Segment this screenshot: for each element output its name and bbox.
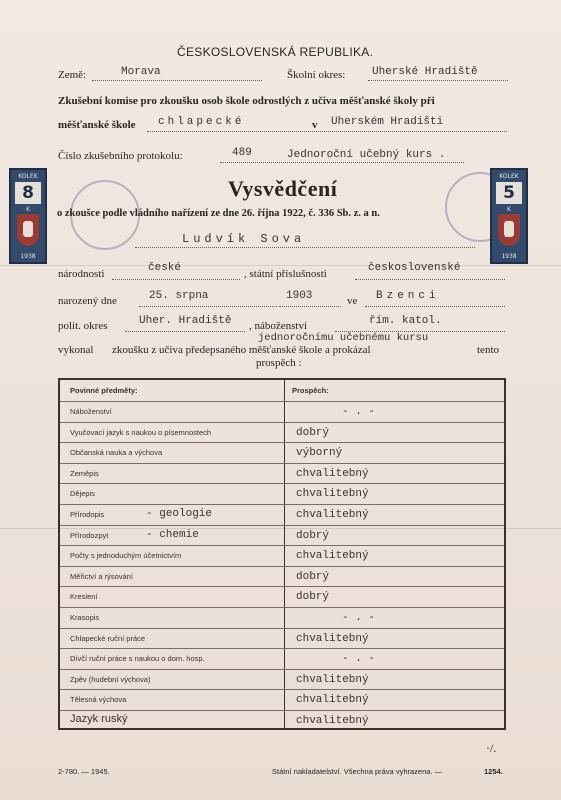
grade-value: výborný bbox=[296, 447, 343, 460]
table-row bbox=[60, 710, 504, 731]
page-mark: ·/. bbox=[486, 741, 497, 755]
subject-name: Tělesná výchova bbox=[70, 695, 127, 705]
subject-specialization: - chemie bbox=[146, 528, 199, 541]
table-row bbox=[60, 607, 504, 629]
table-row bbox=[60, 545, 504, 567]
nabozenstvi-value: řím. katol. bbox=[369, 315, 442, 327]
subject-column-header: Povinné předměty: bbox=[70, 386, 138, 395]
nabozenstvi-label: , náboženství bbox=[249, 320, 308, 332]
dotted-line bbox=[112, 279, 240, 280]
school-value: chlapecké bbox=[158, 116, 245, 128]
table-row bbox=[60, 504, 504, 526]
course-note: jednoročnímu učebnému kursu bbox=[258, 332, 429, 344]
okres-label: Školní okres: bbox=[287, 69, 346, 81]
prospech-word: prospěch : bbox=[256, 357, 302, 369]
table-header-row bbox=[60, 380, 504, 402]
protocol-label: Číslo zkušebního protokolu: bbox=[58, 150, 183, 162]
okres-value: Uherské Hradiště bbox=[372, 66, 478, 78]
grade-value: chvalitebný bbox=[296, 467, 369, 480]
dotted-line bbox=[125, 331, 245, 332]
subject-name: Zeměpis bbox=[70, 468, 99, 478]
grade-value: chvalitebný bbox=[296, 488, 369, 501]
footer-number: 1254. bbox=[484, 767, 503, 776]
subject-name: Krasopis bbox=[70, 613, 100, 622]
table-row bbox=[60, 525, 504, 547]
course-value: Jednoroční učebný kurs . bbox=[287, 149, 446, 161]
subject-name: Vyučovací jazyk s naukou o písemnostech bbox=[70, 427, 212, 437]
zeme-label: Země: bbox=[58, 69, 87, 81]
stamp-currency: K bbox=[507, 206, 511, 213]
commission-line: Zkušební komise pro zkoušku osob škole odrostlých z učiva měšťanské školy při bbox=[58, 95, 435, 107]
subject-name: Měřictví a rýsování bbox=[70, 571, 133, 581]
grade-value: - . - bbox=[342, 406, 376, 418]
coat-of-arms-icon bbox=[498, 214, 520, 246]
table-row bbox=[60, 463, 504, 485]
subject-name: Chlapecké ruční práce bbox=[70, 633, 146, 643]
narozeny-date: 25. srpna bbox=[149, 290, 209, 302]
statni-value: československé bbox=[368, 262, 461, 274]
vykonal-label: vykonal bbox=[58, 344, 94, 356]
stamp-currency: K bbox=[26, 206, 30, 213]
stamp-caption: KOLEK bbox=[499, 173, 519, 180]
dotted-line bbox=[135, 247, 475, 248]
zeme-value: Morava bbox=[121, 66, 161, 78]
narodnosti-label: národnosti bbox=[58, 268, 105, 280]
subject-specialization: - geologie bbox=[146, 508, 213, 520]
fold-line bbox=[0, 265, 561, 266]
table-row bbox=[60, 648, 504, 670]
dotted-line bbox=[147, 131, 507, 132]
grade-value: dobrý bbox=[296, 591, 330, 604]
stamp-year: 1938 bbox=[20, 253, 36, 260]
table-row bbox=[60, 483, 504, 505]
protocol-value: 489 bbox=[232, 147, 252, 159]
narozeny-year: 1903 bbox=[286, 290, 313, 302]
grade-value: dobrý bbox=[296, 570, 330, 583]
school-label: měšťanské škole bbox=[58, 119, 136, 131]
table-row bbox=[60, 586, 504, 608]
table-row bbox=[60, 422, 504, 444]
dotted-line bbox=[365, 306, 505, 307]
subject-name: Náboženství bbox=[70, 407, 112, 416]
stamp-caption: KOLEK bbox=[18, 173, 38, 180]
table-row bbox=[60, 628, 504, 650]
school-place: Uherském Hradišti bbox=[331, 116, 444, 128]
document-title: Vysvědčení bbox=[228, 176, 338, 201]
grade-value: chvalitebný bbox=[296, 509, 369, 521]
stamp-value: 8 bbox=[15, 182, 41, 204]
dotted-line bbox=[368, 80, 508, 81]
vykonal-text: zkoušku z učiva předepsaného měšťanské škole a prokázal bbox=[112, 344, 371, 356]
table-row bbox=[60, 442, 504, 464]
footer-print-code: 2-780. — 1945. bbox=[58, 767, 110, 776]
subject-name: Zpěv (hudební výchova) bbox=[70, 674, 151, 684]
coat-of-arms-icon bbox=[17, 214, 39, 246]
person-name: Ludvík Sova bbox=[182, 232, 306, 246]
narozeny-place: Bzenci bbox=[376, 290, 440, 302]
decree-line: o zkoušce podle vládního nařízení ze dne 26. října 1922, č. 336 Sb. z. a n. bbox=[57, 208, 380, 219]
narozeny-ve: ve bbox=[347, 295, 358, 307]
subject-name: Přírodozpyt bbox=[70, 530, 109, 540]
narozeny-label: narozený dne bbox=[58, 295, 117, 307]
subject-name: Kreslení bbox=[70, 592, 98, 602]
grade-value: - . - bbox=[342, 612, 376, 624]
table-row bbox=[60, 401, 504, 423]
dotted-line bbox=[92, 80, 262, 81]
tento-word: tento bbox=[477, 344, 499, 356]
grade-value: chvalitebný bbox=[296, 550, 369, 563]
grade-value: chvalitebný bbox=[296, 694, 369, 707]
dotted-line bbox=[220, 162, 464, 163]
revenue-stamp bbox=[490, 168, 528, 264]
table-row bbox=[60, 566, 504, 588]
footer-publisher: Státní nakladatelství. Všechna práva vyhrazena. — bbox=[272, 767, 443, 776]
grade-value: chvalitebný bbox=[296, 715, 369, 727]
subject-name: Jazyk ruský bbox=[70, 713, 128, 725]
grade-value: dobrý bbox=[296, 529, 330, 542]
stamp-value: 5 bbox=[496, 182, 522, 204]
subject-name: Dějepis bbox=[70, 489, 96, 499]
grade-value: chvalitebný bbox=[296, 673, 369, 686]
school-in: v bbox=[312, 119, 318, 131]
grades-table bbox=[58, 378, 506, 730]
subject-name: Počty s jednoduchým účetnictvím bbox=[70, 551, 182, 561]
subject-name: Dívčí ruční práce s naukou o dom. hosp. bbox=[70, 654, 205, 664]
table-row bbox=[60, 669, 504, 691]
grade-value: chvalitebný bbox=[296, 632, 369, 645]
table-row bbox=[60, 689, 504, 711]
polit-value: Uher. Hradiště bbox=[139, 315, 232, 327]
polit-label: polit. okres bbox=[58, 320, 108, 332]
statni-label: , státní příslušnosti bbox=[244, 268, 327, 280]
narodnosti-value: české bbox=[148, 262, 182, 274]
subject-name: Občanská nauka a výchova bbox=[70, 448, 163, 458]
republic-heading: ČESKOSLOVENSKÁ REPUBLIKA. bbox=[177, 45, 374, 59]
dotted-line bbox=[355, 279, 505, 280]
stamp-year: 1938 bbox=[501, 253, 517, 260]
dotted-line bbox=[139, 306, 277, 307]
dotted-line bbox=[279, 306, 341, 307]
grade-value: - . - bbox=[342, 653, 376, 666]
revenue-stamp bbox=[9, 168, 47, 264]
subject-name: Přírodopis bbox=[70, 510, 105, 519]
grade-value: dobrý bbox=[296, 426, 330, 439]
grade-column-header: Prospěch: bbox=[292, 386, 329, 395]
